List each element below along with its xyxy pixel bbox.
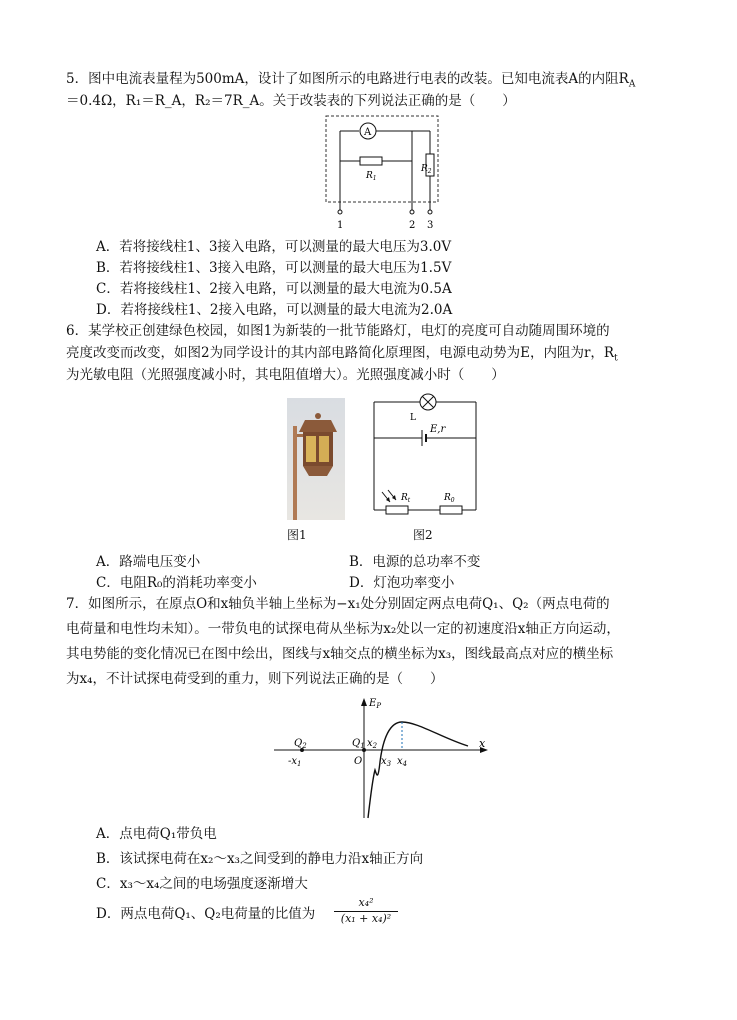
fig2-caption: 图2 bbox=[413, 528, 433, 542]
q6-stem-line1: 6．某学校正创建绿色校园，如图1为新装的一批节能路灯，电灯的亮度可自动随周围环境的 bbox=[66, 323, 610, 339]
q6-stem-line3: 为光敏电阻（光照强度减小时，其电阻值增大）。光照强度减小时（ ） bbox=[66, 367, 505, 383]
q7-option-c[interactable]: C．x₃～x₄之间的电场强度逐渐增大 bbox=[96, 876, 308, 892]
street-lamp-photo bbox=[287, 398, 345, 520]
r0-resistor bbox=[440, 506, 462, 514]
r2-label: $R_2$ bbox=[421, 164, 432, 175]
q6-option-c[interactable]: C．电阻R₀的消耗功率变小 bbox=[96, 575, 257, 591]
rt-label: $R_t$ bbox=[401, 493, 411, 504]
terminal-1-label: 1 bbox=[337, 220, 344, 231]
q5-option-a[interactable]: A．若将接线柱1、3接入电路，可以测量的最大电压为3.0V bbox=[96, 239, 452, 255]
x4-label: $x_4$ bbox=[397, 756, 408, 768]
fig1-caption: 图1 bbox=[287, 528, 307, 542]
terminal-1 bbox=[338, 210, 342, 214]
q5-stem-line2: ＝0.4Ω，R₁＝R_A，R₂＝7R_A。关于改装表的下列说法正确的是（ ） bbox=[66, 93, 516, 109]
source-label: E,r bbox=[430, 424, 446, 435]
r1-resistor bbox=[360, 157, 382, 165]
q7-stem-line4: 为x₄，不计试探电荷受到的重力，则下列说法正确的是（ ） bbox=[66, 671, 444, 687]
q5-option-c[interactable]: C．若将接线柱1、2接入电路，可以测量的最大电流为0.5A bbox=[96, 281, 452, 297]
q5-option-b[interactable]: B．若将接线柱1、3接入电路，可以测量的最大电压为1.5V bbox=[96, 260, 452, 276]
rt-resistor bbox=[386, 506, 408, 514]
q6-circuit-diagram bbox=[368, 392, 482, 520]
lamp-label: L bbox=[410, 413, 416, 423]
q7-option-b[interactable]: B．该试探电荷在x₂～x₃之间受到的静电力沿x轴正方向 bbox=[96, 851, 424, 867]
r0-label: $R_0$ bbox=[444, 493, 455, 504]
terminal-2-label: 2 bbox=[409, 220, 416, 231]
q7-stem-line2: 电荷量和电性均未知）。一带负电的试探电荷从坐标为x₂处以一定的初速度沿x轴正方向运动， bbox=[66, 621, 620, 637]
ep-curve bbox=[368, 722, 468, 818]
q6-stem-line2: 亮度改变而改变，如图2为同学设计的其内部电路简化原理图，电源电动势为E，内阻为r，$R_t$ bbox=[66, 345, 618, 364]
x3-label: $x_3$ bbox=[381, 756, 392, 768]
q5-stem-line1: 5．图中电流表量程为500mA，设计了如图所示的电路进行电表的改装。已知电流表A的内阻$R_A$ bbox=[66, 71, 636, 90]
origin-label: O bbox=[354, 756, 363, 767]
q7-ep-graph bbox=[272, 692, 494, 822]
q6-option-b[interactable]: B．电源的总功率不变 bbox=[349, 554, 481, 570]
q1-label: $Q_1$ bbox=[352, 738, 365, 750]
x-axis-label: x bbox=[479, 737, 486, 750]
q2-label: $Q_2$ bbox=[294, 738, 307, 750]
ammeter-label: A bbox=[364, 127, 372, 138]
x2-label: $x_2$ bbox=[367, 738, 378, 750]
terminal-3-label: 3 bbox=[427, 220, 434, 231]
terminal-2 bbox=[410, 210, 414, 214]
y-axis-label: $E_P$ bbox=[369, 698, 382, 710]
q5-circuit-diagram bbox=[322, 114, 442, 232]
ratio-formula bbox=[334, 896, 398, 926]
q7-stem-line1: 7．如图所示，在原点O和x轴负半轴上坐标为−x₁处分别固定两点电荷Q₁、Q₂（两点电荷的 bbox=[66, 596, 610, 612]
q5-option-d[interactable]: D．若将接线柱1、2接入电路，可以测量的最大电流为2.0A bbox=[96, 302, 453, 318]
terminal-3 bbox=[428, 210, 432, 214]
q7-stem-line3: 其电势能的变化情况已在图中绘出，图线与x轴交点的横坐标为x₃，图线最高点对应的横坐标 bbox=[66, 646, 614, 662]
q6-option-d[interactable]: D．灯泡功率变小 bbox=[349, 575, 455, 591]
formula-numerator: x₄² bbox=[334, 896, 398, 912]
q7-option-a[interactable]: A．点电荷Q₁带负电 bbox=[96, 826, 217, 842]
q6-option-a[interactable]: A．路端电压变小 bbox=[96, 554, 201, 570]
r1-label: $R_1$ bbox=[366, 171, 377, 182]
q7-option-d[interactable]: D．两点电荷Q₁、Q₂电荷量的比值为 bbox=[96, 906, 316, 922]
neg-x1-label: $-x_1$ bbox=[288, 756, 302, 768]
formula-denominator: (x₁ + x₄)² bbox=[340, 912, 392, 925]
